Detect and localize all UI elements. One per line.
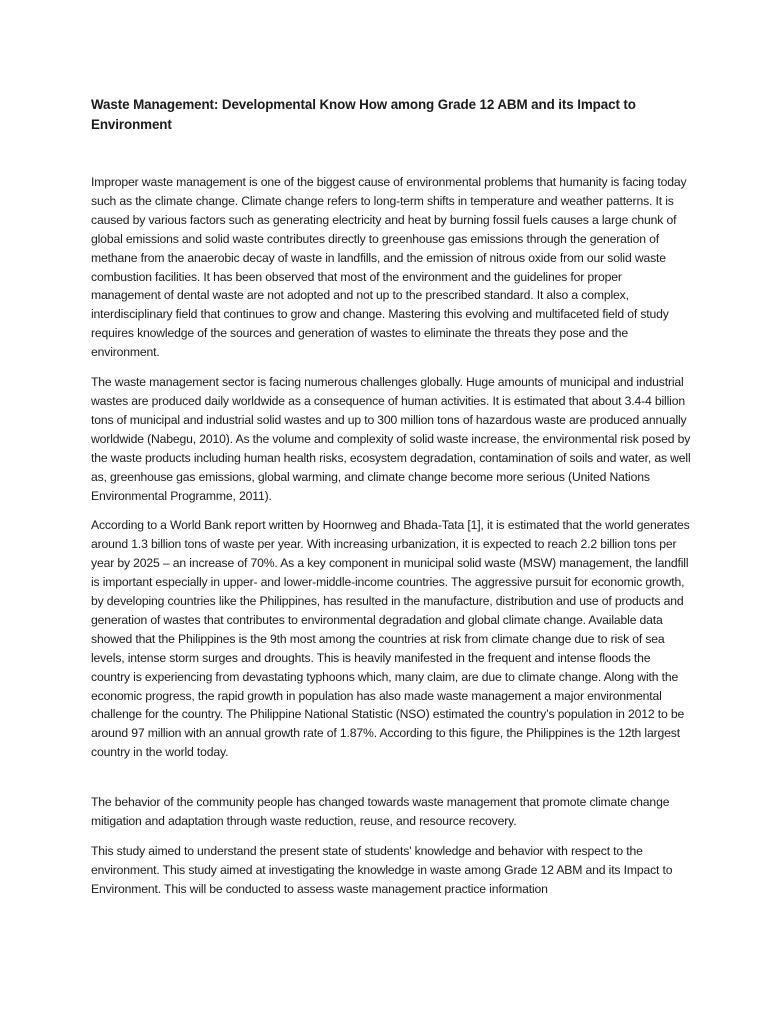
- paragraph-intro: Improper waste management is one of the biggest cause of environmental problems that humanity is facing today such as the climate change. Climate change refers to long-term shifts in temperature and weather patterns. It is caused by various factors such as generating electricity and heat by burning fossil fuels causes a large chunk of global emissions and solid waste contributes directly to greenhouse gas emissions through the generation of methane from the anaerobic decay of waste in landfills, and the emission of nitrous oxide from our solid waste combustion facilities. It has been observed that most of the environment and the guidelines for proper management of dental waste are not adopted and not up to the prescribed standard. It also a complex, interdisciplinary field that continues to grow and change. Mastering this evolving and multifaceted field of study requires knowledge of the sources and generation of wastes to eliminate the threats they pose and the environment.: [91, 175, 687, 360]
- paragraph-world-bank: According to a World Bank report written by Hoornweg and Bhada-Tata [1], it is estimated that the world generates around 1.3 billion tons of waste per year. With increasing urbanization, it is expected to reach 2.2 billion tons per year by 2025 – an increase of 70%. As a key component in municipal solid waste (MSW) management, the landfill is important especially in upper- and lower-middle-income countries. The aggressive pursuit for economic growth, by developing countries like the Philippines, has resulted in the manufacture, distribution and use of products and generation of wastes that contributes to environmental degradation and global climate change. Available data showed that the Philippines is the 9th most among the countries at risk from climate change due to risk of sea levels, intense storm surges and droughts. This is heavily manifested in the frequent and intense floods the country is experiencing from devastating typhoons which, many claim, are due to climate change. Along with the economic progress, the rapid growth in population has also made waste management a major environmental challenge for the country. The Philippine National Statistic (NSO) estimated the country’s population in 2012 to be around 97 million with an annual growth rate of 1.87%. According to this figure, the Philippines is the 12th largest country in the world today.: [91, 518, 690, 760]
- document-body: [91, 173, 691, 910]
- paragraph-challenges: The waste management sector is facing numerous challenges globally. Huge amounts of municipal and industrial wastes are produced daily worldwide as a consequence of human activities. It is estimated that about 3.4-4 billion tons of municipal and industrial solid wastes and up to 300 million tons of hazardous waste are produced annually worldwide (Nabegu, 2010). As the volume and complexity of solid waste increase, the environmental risk posed by the waste products including human health risks, ecosystem degradation, contamination of soils and water, as well as, greenhouse gas emissions, global warming, and climate change become more serious (United Nations Environmental Programme, 2011).: [91, 375, 691, 503]
- document-title: Waste Management: Developmental Know How among Grade 12 ABM and its Impact to Environment: [91, 97, 636, 132]
- paragraph-study-aim: This study aimed to understand the present state of students' knowledge and behavior with respect to the environment. This study aimed at investigating the knowledge in waste among Grade 12 ABM and its Impact to Environment. This will be conducted to assess waste management practice information: [91, 844, 673, 896]
- paragraph-community-behavior: The behavior of the community people has changed towards waste management that promote climate change mitigation and adaptation through waste reduction, reuse, and resource recovery.: [91, 795, 670, 829]
